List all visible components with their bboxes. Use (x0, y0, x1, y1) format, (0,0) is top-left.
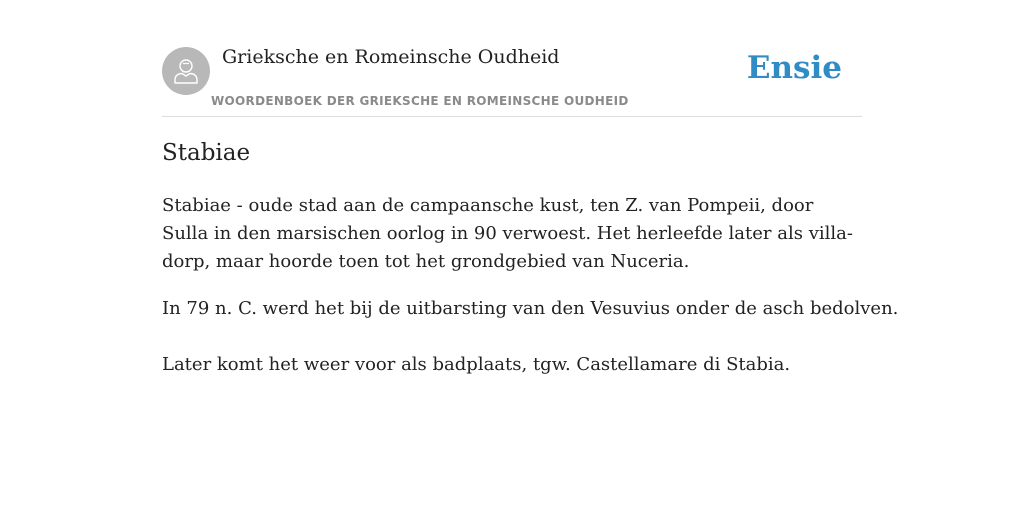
entry-paragraph-1: Stabiae - oude stad aan de campaansche kust, ten Z. van Pompeii, door Sulla in den marsischen oorlog in 90 verwoest. Het herleefde later als villa-dorp, maar hoorde toen tot het grondgebied van Nuceria. (162, 195, 853, 272)
avatar[interactable] (162, 47, 210, 95)
page-container (162, 0, 899, 512)
entry-title: Stabiae (162, 140, 251, 166)
site-title[interactable]: Grieksche en Romeinsche Oudheid (222, 46, 560, 68)
site-subtitle: WOORDENBOEK DER GRIEKSCHE EN ROMEINSCHE OUDHEID (211, 94, 629, 108)
brand-logo[interactable]: Ensie (746, 50, 842, 86)
user-icon (162, 47, 210, 95)
header (162, 0, 862, 117)
entry-paragraph-3: Later komt het weer voor als badplaats, tgw. Castellamare di Stabia. (162, 354, 791, 375)
entry-paragraph-2: In 79 n. C. werd het bij de uitbarsting van den Vesuvius onder de asch bedolven. (162, 298, 899, 319)
